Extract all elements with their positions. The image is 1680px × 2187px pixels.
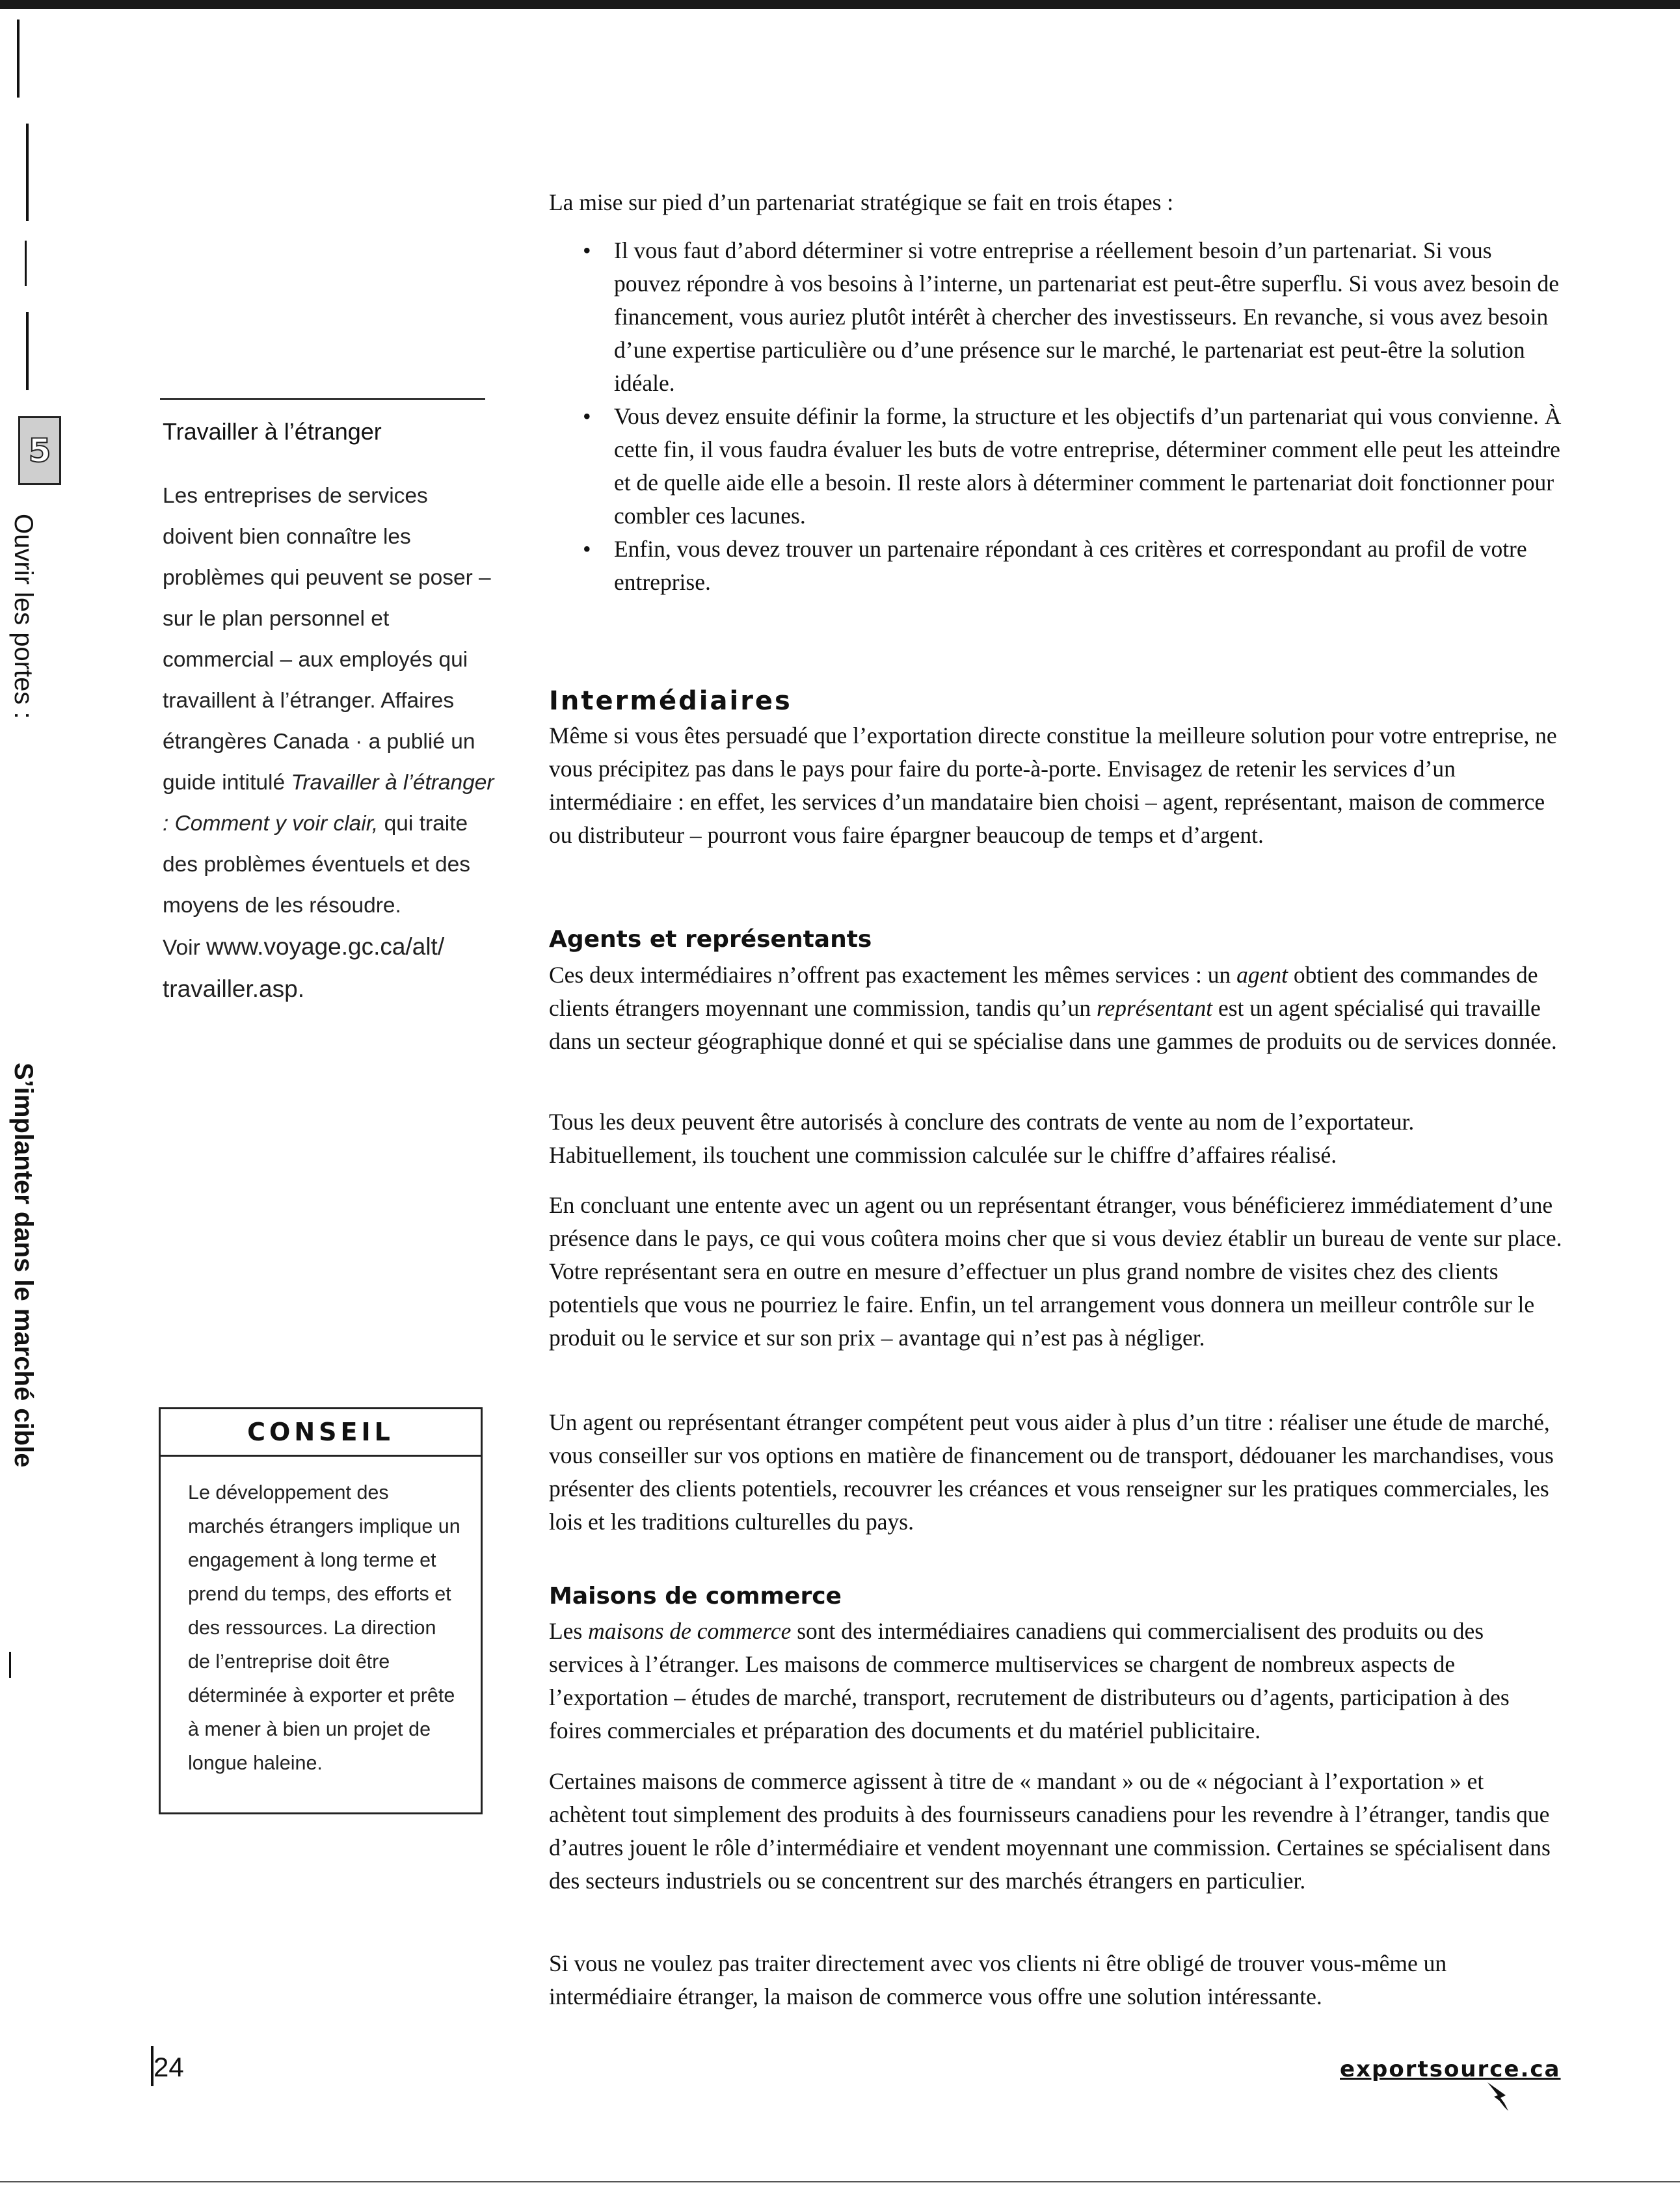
sidebar-url-link[interactable]: www.voyage.gc.ca/alt/ travailler.asp. xyxy=(163,933,445,1002)
page-number: 24 xyxy=(153,2052,184,2082)
paragraph xyxy=(549,1615,1564,1747)
list-item: • Il vous faut d’abord déterminer si votre entreprise a réellement besoin d’un partenariat. Si vous pouvez répondre à vos besoins à l’interne, un partenariat est peut-être superflu. Si vous avez besoin de financement, vous auriez plutôt intérêt à chercher des investisseurs. En revanche, si vous avez besoin d’une expertise particulière ou d’une présence sur le marché, le partenariat est peut-être la solution idéale. xyxy=(549,234,1564,400)
site-link[interactable]: exportsource.ca xyxy=(1340,2056,1561,2082)
chapter-section-label: Ouvrir les portes : xyxy=(9,514,38,719)
chapter-running-title xyxy=(8,514,38,1468)
sidebar-voir-label: Voir xyxy=(163,936,207,960)
sidebar-heading: Travailler à l’étranger xyxy=(163,418,382,445)
subsection-heading: Agents et représentants xyxy=(549,926,872,953)
paragraph: En concluant une entente avec un agent ou un représentant étranger, vous bénéficierez immédiatement d’une présence dans le pays, ce qui vous coûtera moins cher que si vous deviez établir un bureau de vente sur place. Votre représentant sera en outre en mesure d’effectuer un plus grand nombre de visites chez des clients potentiels que vous ne pourriez le faire. Enfin, un tel arrangement vous donnera un meilleur contrôle sur le produit ou le service et sur son prix – avantage qui n’est pas à négliger. xyxy=(549,1192,1562,1351)
mouse-pointer-icon xyxy=(1486,2081,1525,2115)
sidebar-body xyxy=(163,475,501,1011)
sidebar-divider xyxy=(160,398,485,400)
text: est un agent spécialisé qui travaille dans un secteur géographique donné et qui se spécialise dans une gammes de produits ou de services donnée. xyxy=(549,995,1557,1054)
scan-edge-top xyxy=(0,0,1680,9)
steps-list xyxy=(549,234,1564,599)
sidebar-text: Les entreprises de services doivent bien connaître les problèmes qui peuvent se poser – sur le plan personnel et commercial – aux employés qui travaillent à l’étranger. Affaires étrangères Canada · a publié un guide intitulé xyxy=(163,484,491,795)
paragraph: Si vous ne voulez pas traiter directement avec vos clients ni être obligé de trouver vous-même un intermédiaire étranger, la maison de commerce vous offre une solution intéressante. xyxy=(549,1950,1447,2009)
sidebar-guide-title: Travailler à l’étranger : Comment y voir clair, xyxy=(163,771,494,836)
text: Ces deux intermédiaires n’offrent pas exactement les mêmes services : un xyxy=(549,962,1237,988)
paragraph: Certaines maisons de commerce agissent à titre de « mandant » ou de « négociant à l’exportation » et achètent tout simplement des produits à des fournisseurs canadiens pour les revendre à l’étranger, tandis que d’autres jouent le rôle d’intermédiaire et vendent moyennant une commission. Certaines se spécialisent dans des secteurs industriels ou se concentrent sur des marchés étrangers en particulier. xyxy=(549,1768,1551,1894)
paragraph: Même si vous êtes persuadé que l’exportation directe constitue la meilleure solution pour votre entreprise, ne vous précipitez pas dans le pays pour faire du porte-à-porte. Envisagez de retenir les services d’un intermédiaire : en effet, les services d’un mandataire bien choisi – agent, représentant, maison de commerce ou distributeur – pourront vous faire épargner beaucoup de temps et d’argent. xyxy=(549,722,1557,848)
section-heading: Intermédiaires xyxy=(549,686,792,716)
binding-mark xyxy=(17,20,20,98)
paragraph: Tous les deux peuvent être autorisés à conclure des contrats de vente au nom de l’exportateur. Habituellement, ils touchent une commission calculée sur le chiffre d’affaires réalisé. xyxy=(549,1109,1415,1168)
tip-box xyxy=(159,1407,483,1814)
term-representant: représentant xyxy=(1096,995,1213,1021)
chapter-number-badge xyxy=(18,416,61,485)
binding-mark xyxy=(26,124,29,221)
text: obtient des commandes de clients étrangers moyennant une commission, tandis qu’un xyxy=(549,962,1538,1021)
binding-mark xyxy=(26,312,29,390)
text: Les xyxy=(549,1618,589,1644)
sidebar-text-continued: qui traite des problèmes éventuels et des moyens de les résoudre. xyxy=(163,812,471,918)
subsection-heading: Maisons de commerce xyxy=(549,1583,842,1610)
text: sont des intermédiaires canadiens qui commercialisent des produits ou des services à l’étranger. Les maisons de commerce multiservices se chargent de nombreux aspects de l’exportation – études de marché, transport, recrutement de distributeurs ou d’agents, participation à des foires commerciales et préparation des documents et du matériel publicitaire. xyxy=(549,1618,1510,1743)
tip-heading: CONSEIL xyxy=(161,1409,481,1457)
binding-mark xyxy=(25,241,27,286)
list-item: • Vous devez ensuite définir la forme, la structure et les objectifs d’un partenariat qui vous convienne. À cette fin, il vous faudra évaluer les buts de votre entreprise, déterminer comment elle peut les atteindre et de quelle aide elle a besoin. Il reste alors à déterminer comment le partenariat doit fonctionner pour combler ces lacunes. xyxy=(549,400,1564,533)
term-maisons-de-commerce: maisons de commerce xyxy=(588,1618,792,1644)
list-item: • Enfin, vous devez trouver un partenaire répondant à ces critères et correspondant au profil de votre entreprise. xyxy=(549,533,1564,599)
chapter-number: 5 xyxy=(28,432,51,470)
tip-body: Le développement des marchés étrangers implique un engagement à long terme et prend du temps, des efforts et des ressources. La direction de l’entreprise doit être déterminée à exporter et prête à mener à bien un projet de longue haleine. xyxy=(188,1481,460,1774)
scan-edge-bottom xyxy=(0,2181,1680,2182)
intro-lead: La mise sur pied d’un partenariat stratégique se fait en trois étapes : xyxy=(549,189,1174,215)
term-agent: agent xyxy=(1236,962,1288,988)
paragraph: Un agent ou représentant étranger compétent peut vous aider à plus d’un titre : réaliser une étude de marché, vous conseiller sur vos options en matière de financement ou de transport, dédouaner les marchandises, vous présenter des clients potentiels, recouvrer les créances et vous renseigner sur les pratiques commerciales, les lois et les traditions culturelles du pays. xyxy=(549,1409,1554,1535)
chapter-title: S’implanter dans le marché cible xyxy=(9,1063,38,1468)
paragraph xyxy=(549,959,1564,1058)
